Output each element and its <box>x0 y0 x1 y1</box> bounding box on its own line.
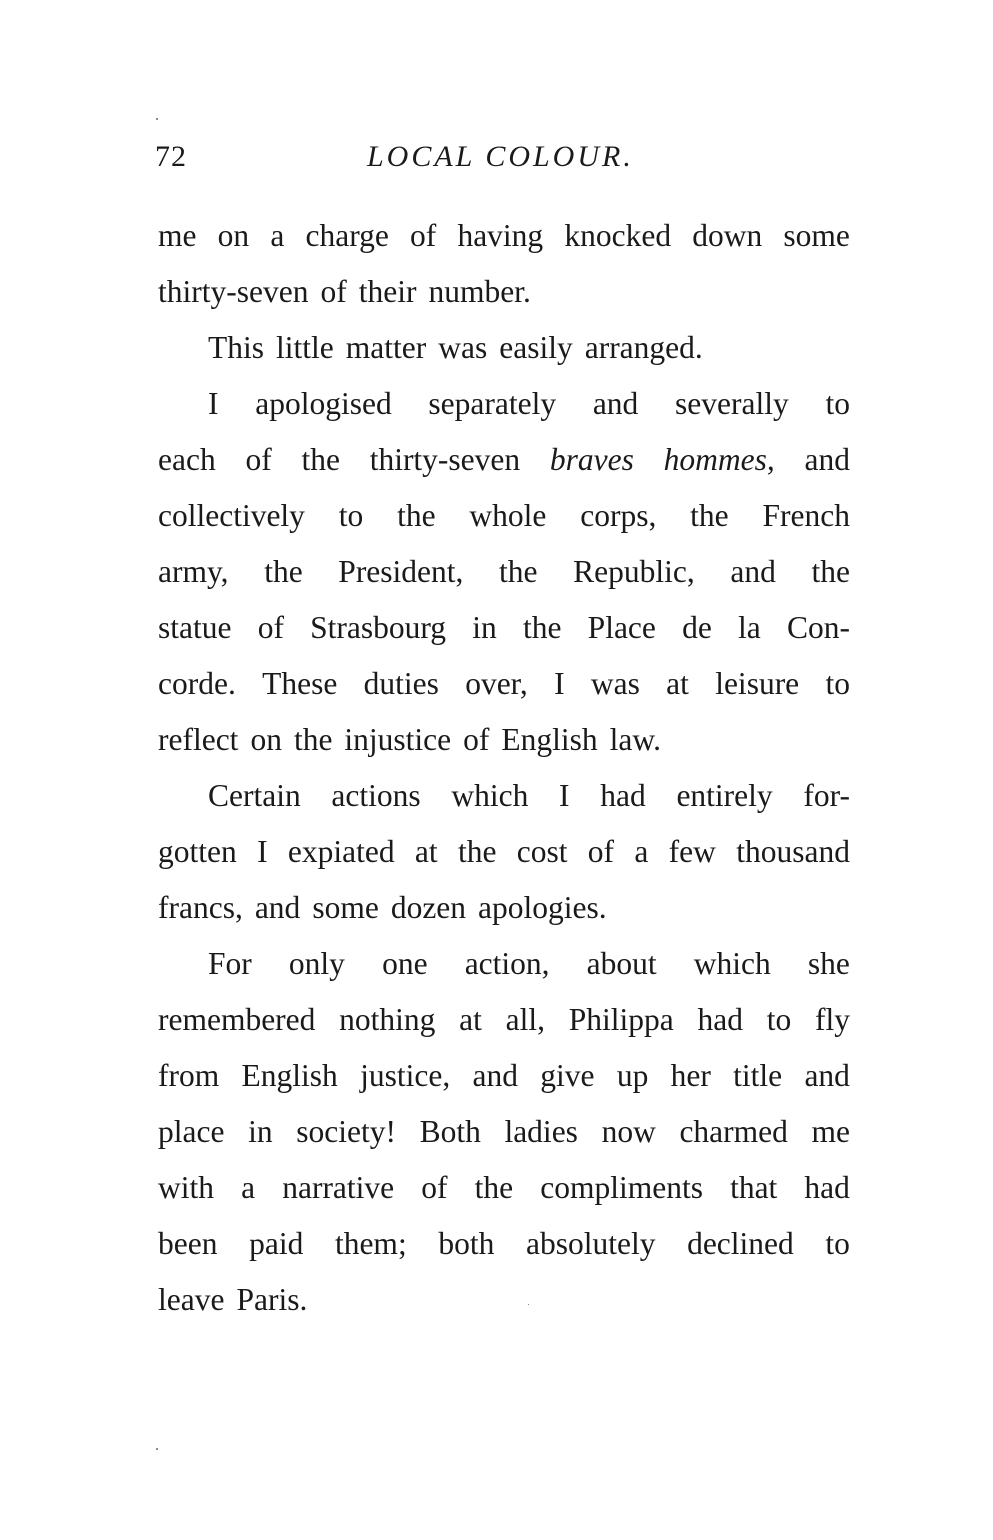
word: These <box>262 666 338 701</box>
word: absolutely <box>525 1226 656 1261</box>
word: the <box>301 442 340 477</box>
print-speck <box>156 118 158 120</box>
body-text <box>158 208 850 1328</box>
word: arranged. <box>584 330 703 365</box>
word: now <box>601 1114 656 1149</box>
word: compliments <box>540 1170 703 1205</box>
word: injustice <box>344 722 452 757</box>
word: number. <box>428 274 531 309</box>
word: the <box>811 554 850 589</box>
word: down <box>692 218 763 253</box>
word: gotten <box>158 834 237 869</box>
text-line <box>158 488 850 544</box>
word: the <box>522 610 562 645</box>
word: at <box>414 834 438 869</box>
text-line <box>158 320 850 376</box>
word: at <box>459 1002 482 1037</box>
word: Philippa <box>568 1002 674 1037</box>
text-line <box>158 1216 850 1272</box>
word: all, <box>505 1002 545 1037</box>
word: on <box>217 218 250 253</box>
word: in <box>248 1114 273 1149</box>
word: President, <box>338 554 464 589</box>
word: the <box>397 498 436 533</box>
word: de <box>682 610 712 645</box>
word: charge <box>305 218 389 253</box>
word: leave <box>158 1282 225 1317</box>
word: me <box>158 218 197 253</box>
word: statue <box>158 610 232 645</box>
word: fly <box>814 1002 850 1037</box>
word: to <box>766 1002 792 1037</box>
text-line <box>158 1160 850 1216</box>
word: of <box>245 442 272 477</box>
word: society! <box>296 1114 396 1149</box>
word: I <box>554 666 565 701</box>
word: of <box>463 722 490 757</box>
word: little <box>276 330 334 365</box>
word: give <box>540 1058 595 1093</box>
print-speck <box>156 1448 158 1450</box>
word: francs, <box>158 890 243 925</box>
word: which <box>693 946 771 981</box>
word: one <box>382 946 428 981</box>
text-line <box>158 768 850 824</box>
word: and <box>804 1058 850 1093</box>
word: up <box>616 1058 649 1093</box>
text-line <box>158 656 850 712</box>
word: of <box>421 1170 448 1205</box>
word: easily <box>499 330 573 365</box>
word: entirely <box>676 778 773 813</box>
word: action, <box>464 946 550 981</box>
word: their <box>358 274 417 309</box>
text-line <box>158 824 850 880</box>
running-head <box>155 140 855 180</box>
word: severally <box>675 386 789 421</box>
text-line <box>158 712 850 768</box>
word: and <box>472 1058 518 1093</box>
word: thirty-seven <box>158 274 309 309</box>
word: over, <box>465 666 528 701</box>
word: of <box>587 834 615 869</box>
word: me <box>811 1114 850 1149</box>
word: her <box>670 1058 711 1093</box>
word: which <box>451 778 529 813</box>
word: law. <box>609 722 661 757</box>
word: to <box>825 1226 850 1261</box>
running-title: LOCAL COLOUR. <box>367 140 634 173</box>
text-line <box>158 376 850 432</box>
word: was <box>438 330 488 365</box>
text-line <box>158 1272 850 1328</box>
word: had <box>697 1002 743 1037</box>
word: I <box>208 386 219 421</box>
text-line <box>158 1048 850 1104</box>
word: army, <box>158 554 229 589</box>
word: ladies <box>504 1114 578 1149</box>
word: and <box>804 442 850 477</box>
word: a <box>241 1170 256 1205</box>
word: to <box>825 386 850 421</box>
word: justice, <box>360 1058 451 1093</box>
word: of <box>410 218 437 253</box>
text-line <box>158 880 850 936</box>
word: and <box>592 386 639 421</box>
word: Republic, <box>573 554 695 589</box>
word: with <box>158 1170 215 1205</box>
word: corps, <box>580 498 657 533</box>
word: to <box>825 666 850 701</box>
word: at <box>666 666 689 701</box>
word: was <box>590 666 640 701</box>
word: of <box>320 274 347 309</box>
word: been <box>158 1226 218 1261</box>
word: English <box>501 722 598 757</box>
word: remembered <box>158 1002 316 1037</box>
word: thousand <box>736 834 850 869</box>
text-line <box>158 992 850 1048</box>
word: both <box>438 1226 495 1261</box>
word: from <box>158 1058 220 1093</box>
word: whole <box>469 498 547 533</box>
word: nothing <box>339 1002 436 1037</box>
word: expiated <box>287 834 395 869</box>
word: Paris. <box>236 1282 308 1317</box>
word: For <box>208 946 252 981</box>
word: Place <box>587 610 656 645</box>
word: a <box>270 218 285 253</box>
word: them; <box>334 1226 407 1261</box>
word: some <box>312 890 379 925</box>
word: duties <box>363 666 439 701</box>
word: English <box>241 1058 338 1093</box>
word: and <box>730 554 776 589</box>
word: la <box>738 610 761 645</box>
word: thirty-seven <box>369 442 521 477</box>
word: Strasbourg <box>310 610 447 645</box>
print-speck <box>528 1304 529 1305</box>
word: some <box>783 218 850 253</box>
word: in <box>472 610 497 645</box>
word: actions <box>331 778 421 813</box>
text-line <box>158 264 850 320</box>
word: leisure <box>715 666 800 701</box>
word: narrative <box>282 1170 395 1205</box>
word: had <box>804 1170 850 1205</box>
word: I <box>257 834 268 869</box>
word: had <box>600 778 646 813</box>
word: on <box>250 722 282 757</box>
word: about <box>586 946 657 981</box>
text-line <box>158 600 850 656</box>
word: corde. <box>158 666 236 701</box>
word: Certain <box>208 778 301 813</box>
text-line <box>158 544 850 600</box>
word: the <box>499 554 538 589</box>
word: the <box>474 1170 514 1205</box>
word: having <box>457 218 544 253</box>
word: matter <box>345 330 427 365</box>
word: Con- <box>786 610 850 645</box>
word: a <box>634 834 649 869</box>
word: knocked <box>564 218 672 253</box>
word: each <box>158 442 216 477</box>
word: This <box>208 330 265 365</box>
italic-word: braves <box>549 442 634 477</box>
word: dozen <box>390 890 467 925</box>
word: separately <box>428 386 557 421</box>
word: the <box>690 498 729 533</box>
word: French <box>762 498 850 533</box>
word: the <box>264 554 303 589</box>
italic-word: hommes, <box>663 442 775 477</box>
word: collectively <box>158 498 305 533</box>
text-line <box>158 1104 850 1160</box>
word: apologies. <box>478 890 607 925</box>
word: apologised <box>255 386 392 421</box>
word: for- <box>803 778 850 813</box>
word: place <box>158 1114 225 1149</box>
word: I <box>559 778 570 813</box>
text-line <box>158 432 850 488</box>
word: the <box>293 722 333 757</box>
word: few <box>668 834 716 869</box>
word: to <box>338 498 364 533</box>
word: the <box>457 834 497 869</box>
word: and <box>254 890 301 925</box>
word: paid <box>249 1226 304 1261</box>
word: cost <box>516 834 568 869</box>
word: charmed <box>679 1114 788 1149</box>
page-number: 72 <box>155 140 187 173</box>
text-line <box>158 208 850 264</box>
word: of <box>257 610 284 645</box>
word: that <box>730 1170 778 1205</box>
word: declined <box>687 1226 794 1261</box>
word: reflect <box>158 722 239 757</box>
word: only <box>288 946 345 981</box>
word: title <box>733 1058 783 1093</box>
word: Both <box>419 1114 481 1149</box>
text-line <box>158 936 850 992</box>
word: she <box>807 946 850 981</box>
